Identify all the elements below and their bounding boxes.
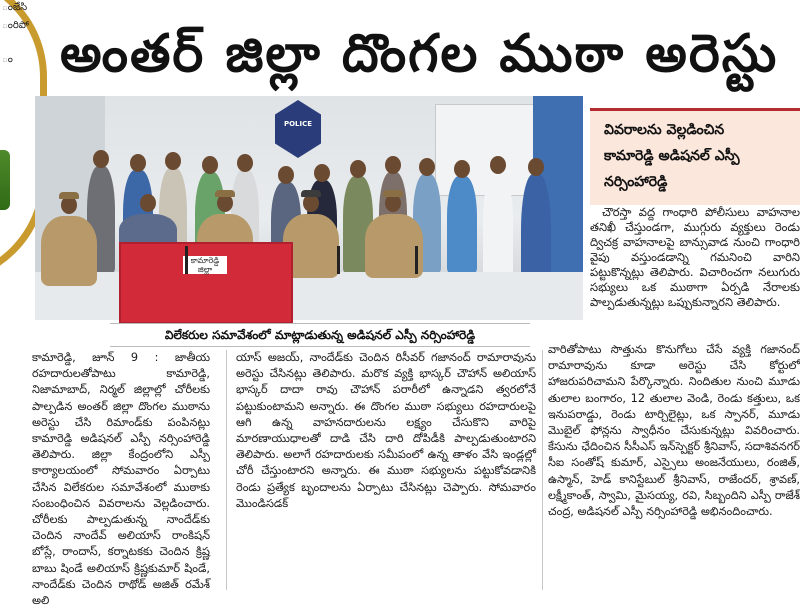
column-divider (226, 350, 227, 590)
person-figure (447, 176, 477, 276)
article-column-3 (548, 342, 800, 597)
police-logo-text: POLICE (283, 120, 313, 128)
person-head (528, 158, 544, 176)
person-head (419, 158, 435, 176)
banner-label: కామారెడ్డి జిల్లా (183, 256, 227, 274)
person-head (278, 166, 294, 184)
article-column-right-top (590, 205, 800, 340)
person-head (130, 154, 146, 172)
sidebar-line: కామారెడ్డి అడిషనల్ ఎస్పీ (604, 148, 740, 164)
article-headline: అంతర్ జిల్లా దొంగల ముఠా అరెస్టు (60, 24, 779, 84)
person-head (93, 150, 109, 168)
article-column-2 (236, 350, 536, 595)
microphone (415, 246, 418, 274)
officer-figure (41, 216, 97, 286)
article-paragraph: వారితోపాటు సొత్తును కొనుగోలు చేసే వ్యక్తి గజానంద్ రామారావును కూడా అరెస్టు చేసి కోర్టులో హాజరుపరిచామని పేర్కొన్నారు. నిందితుల నుంచి మూడు తులాల బంగారం, 12 తులాల వెండి, రెండు కత్తులు, ఒక ఇనుపరాడ్డు, రెండు టార్చిలైట్లు, ఒక స్పానర్, మూడు మొబైల్ ఫోన్లను స్వాధీనం చేసుకున్నట్లు వివరించారు. కేసును ఛేదించిన సీసీఎస్ ఇన్‌స్పెక్టర్ శ్రీనివాస్, సదాశివనగర్ సీఐ సంతోష్ కుమార్, ఎస్సైలు అంజనేయులు, రంజిత్, ఉస్మాన్, హెడ్ కానిస్టేబుల్ శ్రీనివాస్, రాజేందర్, శ్రావణ్, లక్ష్మీకాంత్, స్వామి, మైసయ్య, రవి, సిబ్బందిని ఎస్పీ రాజేశ్ చంద్ర, అడిషనల్ ఎస్పీ నర్సింహారెడ్డి అభినందించారు. (548, 343, 800, 519)
sidebar-line: వివరాలను వెల్లడించిన (604, 122, 725, 138)
article-paragraph: చౌరస్తా వద్ద గాంధారి పోలీసులు వాహనాల తనిఖీ చేస్తుండగా, ముగ్గురు వ్యక్తులు రెండు ద్విచక్ర వాహనాలపై బాన్సువాడ నుంచి గాంధారి వైపు వస్తుండడాన్ని గమనించి వారిని పట్టుకొన్నట్లు తెలిపారు. విచారించగా నలుగురు సభ్యులు ఒక ముఠాగా ఏర్పడి నేరాలకు పాల్పడుతున్నట్లు ఒప్పుకున్నారని తెలిపారు. (590, 205, 800, 309)
person-head (165, 152, 181, 170)
evidence-table-banner (119, 242, 293, 324)
person-head (202, 156, 218, 174)
article-paragraph: యాస్ అజయ్, నాందేడ్‌కు చెందిన రిసీవర్ గజానంద్ రామారావును అరెస్టు చేసినట్లు తెలిపారు. మరొక వ్యక్తి భాస్కర్ చౌహాన్ అలియాస్ భాస్కర్ దాదా రావు చౌహాన్ పరారీలో ఉన్నాడని త్వరలోనే పట్టుకుంటామని అన్నారు. ఈ దొంగల ముఠా సభ్యులు రహదారులపై ఆగి ఉన్న వాహనదారులను లక్ష్యం చేసుకొని వారిపై మారణాయుధాలతో దాడి చేసి దారి దోపిడీకి పాల్పడుతుంటారని తెలిపారు. అలాగే రహదారులకు సమీపంలో ఉన్న తాళం వేసి ఇండ్లల్లో చోరీ చేస్తుంటారని అన్నారు. ఈ ముఠా సభ్యులను పట్టుకోవడానికి రెండు ప్రత్యేక బృందాలను ఏర్పాటు చేసినట్లు చెప్పారు. సోమవారం మొండిసడక్ (236, 351, 536, 510)
person-head (237, 154, 253, 172)
photo-table (35, 272, 583, 320)
officer-cap (301, 190, 321, 197)
sidebar-highlight (590, 108, 800, 205)
fragment-text: ంరిపో (2, 20, 29, 31)
microphone (185, 246, 188, 274)
photo-caption: విలేకరుల సమావేశంలో మాట్లాడుతున్న అడిషనల్ ఎస్పీ నర్సింహారెడ్డి (110, 323, 530, 347)
fragment-text: ం (2, 54, 13, 65)
officer-cap (215, 190, 235, 197)
person-head (490, 156, 506, 174)
microphone (337, 246, 340, 274)
press-meet-photo (35, 96, 583, 320)
officer-cap (383, 190, 403, 197)
person-head (385, 156, 401, 174)
police-logo (275, 100, 321, 158)
person-head (454, 160, 470, 178)
officer-cap (59, 192, 79, 199)
person-head (314, 164, 330, 182)
column-divider (542, 350, 543, 590)
sidebar-line: నర్సింహారెడ్డి (604, 174, 668, 190)
person-head (350, 160, 366, 178)
fragment-text: ంజేసి (2, 2, 28, 13)
person-head (140, 194, 156, 212)
decorative-leaf (0, 150, 10, 210)
article-column-1 (32, 350, 210, 608)
article-paragraph: కామారెడ్డి, జూన్ 9 : జాతీయ రహదారులతోపాటు కామారెడ్డి, నిజామాబాద్, నిర్మల్ జిల్లాల్లో చోరీలకు పాల్పడిన అంతర్ జిల్లా దొంగల ముఠాను అరెస్టు చేసి రిమాండ్‌కు పంపినట్లు కామారెడ్డి అడిషనల్ ఎస్పీ నర్సింహారెడ్డి తెలిపారు. జిల్లా కేంద్రంలోని ఎస్పీ కార్యాలయంలో సోమవారం ఏర్పాటు చేసిన విలేకరుల సమావేశంలో ముఠాకు సంబంధించిన వివరాలను వెల్లడించారు. చోరీలకు పాల్పడుతున్న నాందేడ్‌కు చెందిన నాందేవ్ అలియాస్ రాంకిషన్ బోస్లే, రాందాస్, కర్నాటకకు చెందిన క్రిష్ణ బాబు షిండే అలియాస్ క్రిష్ణకుమార్ షిండే, నాందేడ్‌కు చెందిన రాథోడ్ అజిత్ రమేశ్ అలి (32, 351, 210, 608)
